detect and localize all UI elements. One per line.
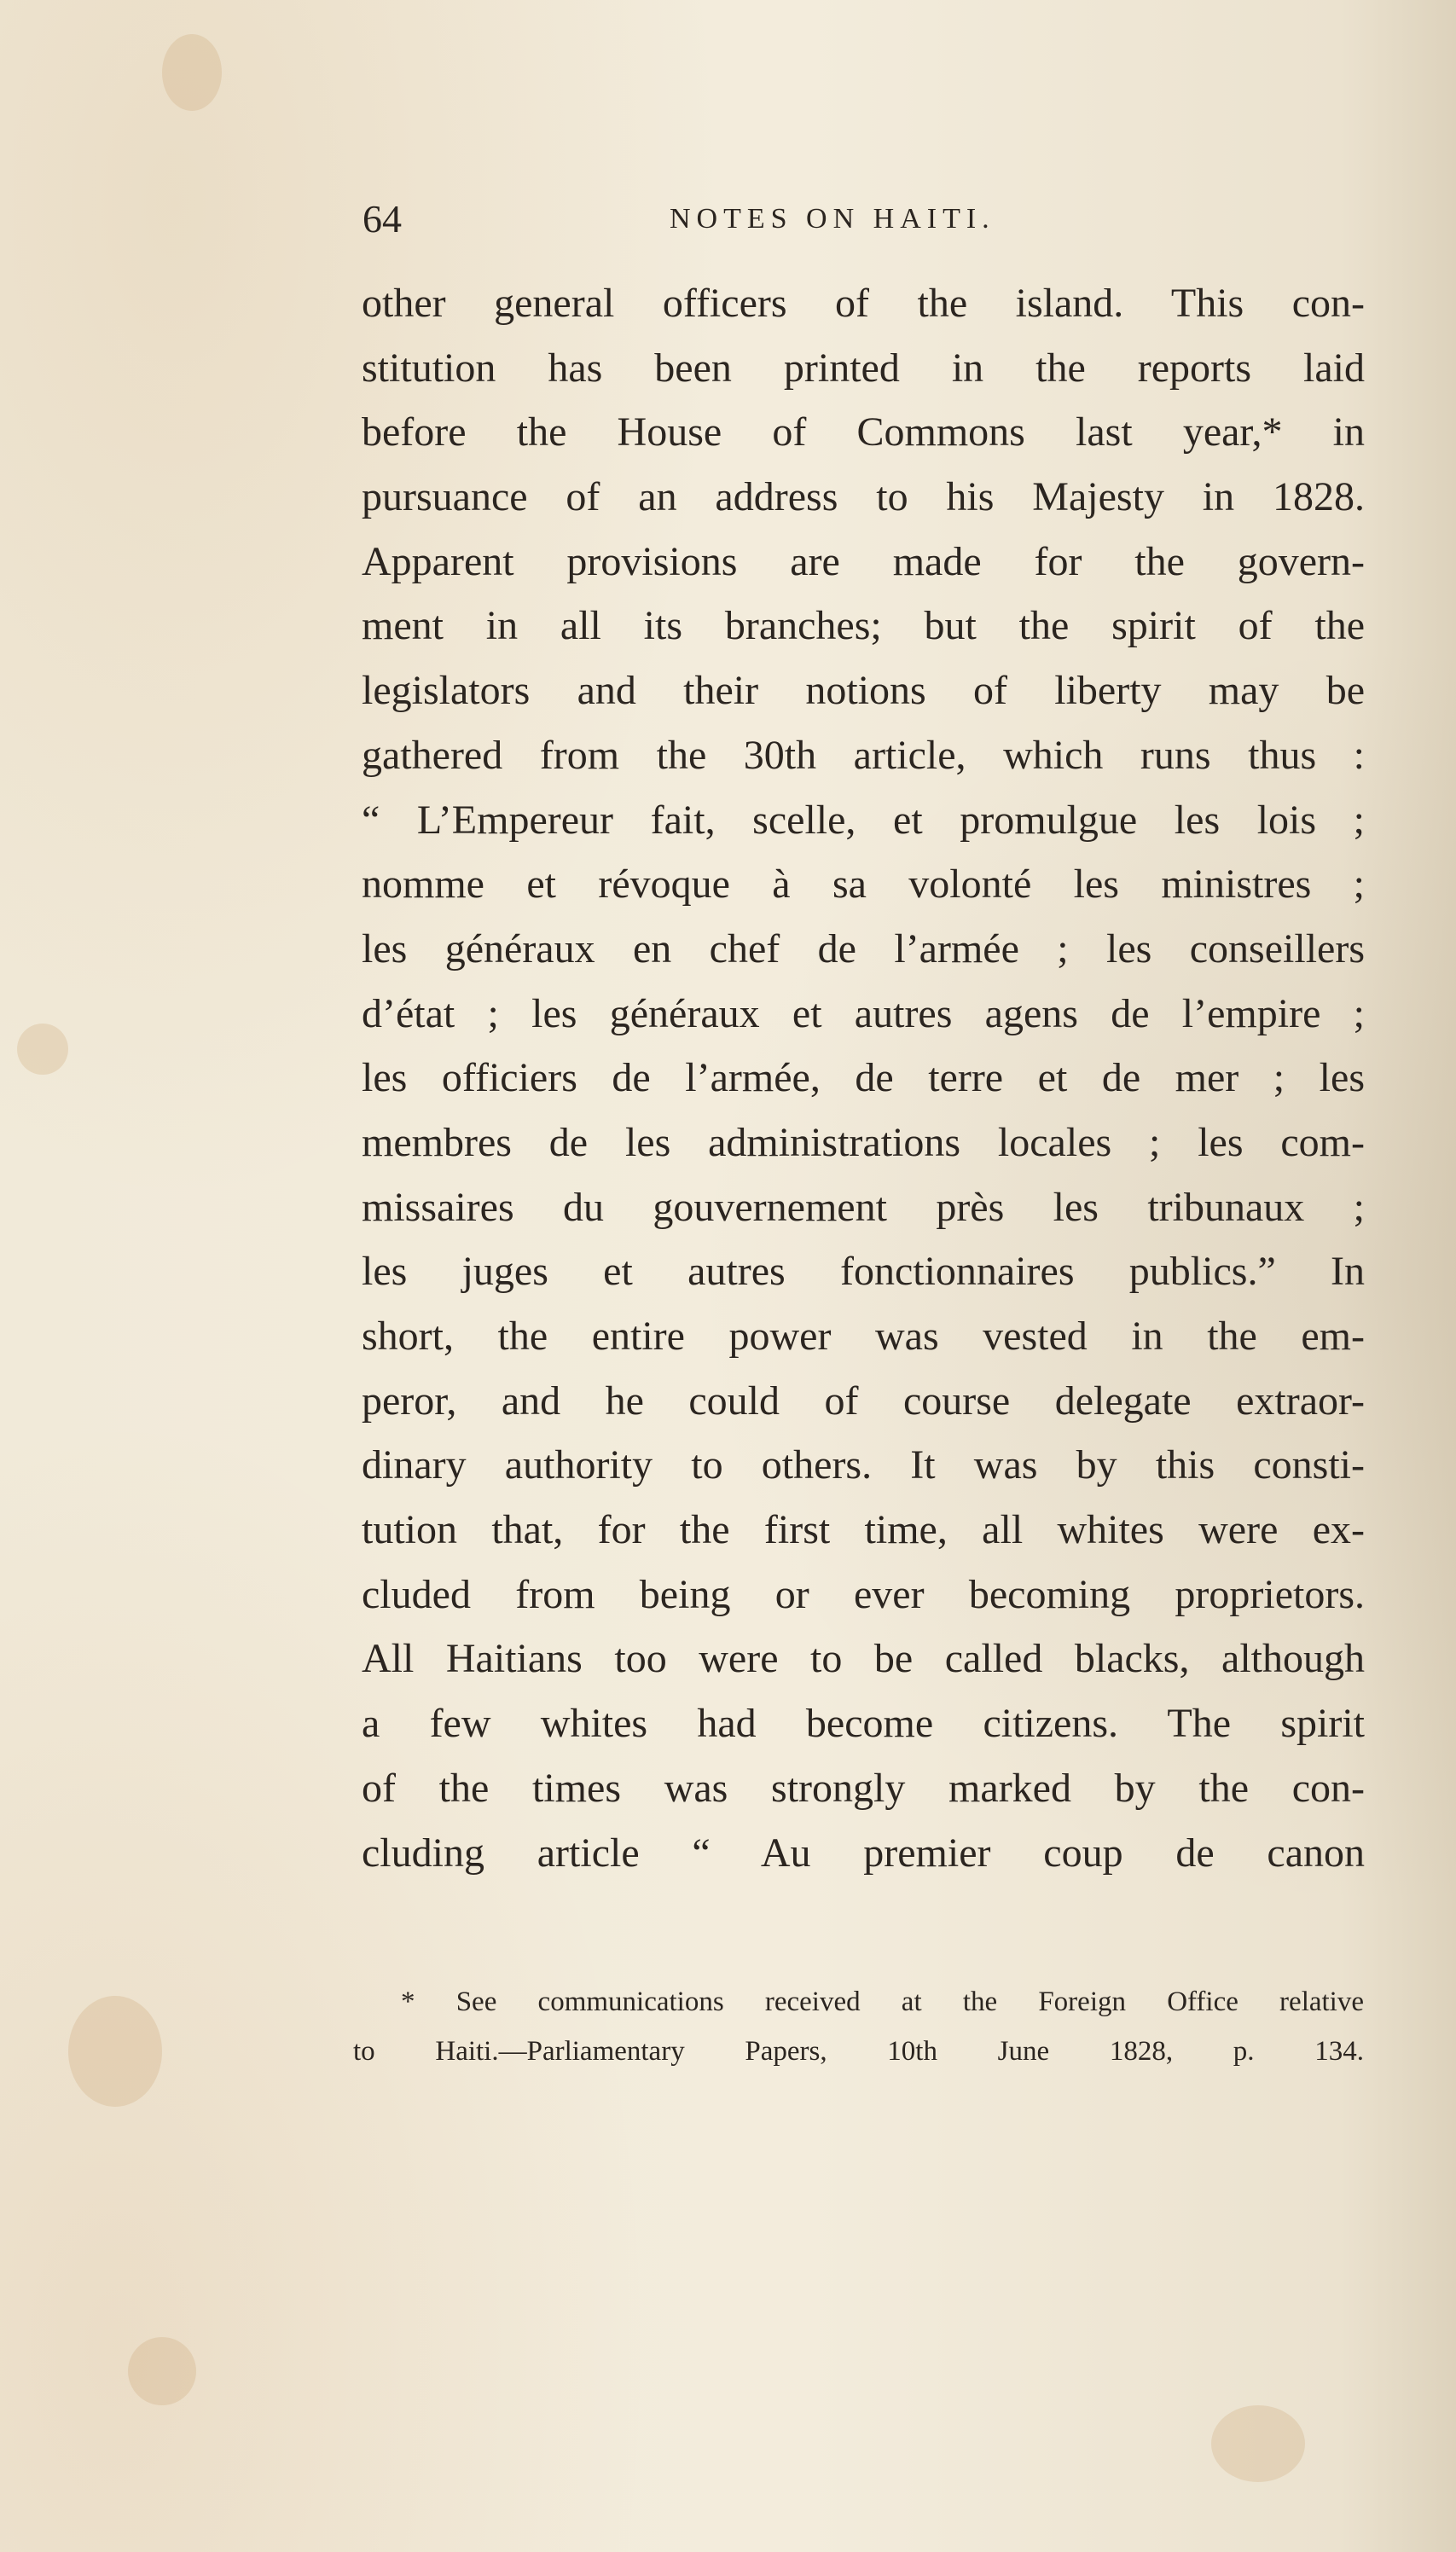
footnote-line: to Haiti.—Parliamentary Papers, 10th June 1828, p. 134. <box>353 2036 1364 2067</box>
text-line: “ L’Empereur fait, scelle, et promulgue les lois ; <box>362 797 1365 843</box>
page-number: 64 <box>363 197 402 241</box>
text-line: short, the entire power was vested in the em- <box>362 1314 1365 1359</box>
text-line: tution that, for the first time, all whites were ex- <box>362 1507 1365 1553</box>
text-line: stitution has been printed in the reports laid <box>362 345 1365 391</box>
foxing-spot <box>17 1024 68 1075</box>
page-header <box>363 189 1365 249</box>
text-line: before the House of Commons last year,* in <box>362 409 1365 455</box>
foxing-spot <box>1211 2405 1305 2482</box>
footnote-line: * See communications received at the Foreign Office relative <box>401 1986 1364 2017</box>
text-line: nomme et révoque à sa volonté les ministres ; <box>362 861 1365 908</box>
text-line: ment in all its branches; but the spirit of the <box>362 603 1365 649</box>
text-line: All Haitians too were to be called blacks, although <box>362 1636 1365 1682</box>
text-line: cluding article “ Au premier coup de canon <box>362 1830 1365 1876</box>
running-head: NOTES ON HAITI. <box>670 203 995 235</box>
text-line: gathered from the 30th article, which runs thus : <box>362 732 1365 778</box>
text-line: membres de les administrations locales ; les com- <box>362 1119 1365 1165</box>
text-line: pursuance of an address to his Majesty in 1828. <box>362 474 1365 520</box>
foxing-spot <box>68 1996 162 2107</box>
foxing-spot <box>128 2337 196 2405</box>
body-text <box>362 271 1365 1885</box>
text-line: other general officers of the island. This con- <box>362 281 1365 326</box>
text-line: Apparent provisions are made for the govern- <box>362 538 1365 584</box>
text-line: legislators and their notions of liberty may be <box>362 668 1365 714</box>
text-line: d’état ; les généraux et autres agens de l’empire ; <box>362 990 1365 1036</box>
text-line: cluded from being or ever becoming proprietors. <box>362 1571 1365 1617</box>
foxing-spot <box>162 34 222 111</box>
text-line: missaires du gouvernement près les tribunaux ; <box>362 1184 1365 1230</box>
text-line: les juges et autres fonctionnaires publics.” In <box>362 1249 1365 1295</box>
text-line: a few whites had become citizens. The spirit <box>362 1701 1365 1747</box>
text-line: les officiers de l’armée, de terre et de mer ; les <box>362 1055 1365 1101</box>
text-line: les généraux en chef de l’armée ; les conseillers <box>362 925 1365 972</box>
text-line: peror, and he could of course delegate extraor- <box>362 1378 1365 1424</box>
footnote <box>353 1977 1364 2076</box>
text-line: of the times was strongly marked by the con- <box>362 1765 1365 1811</box>
text-line: dinary authority to others. It was by this consti- <box>362 1442 1365 1488</box>
